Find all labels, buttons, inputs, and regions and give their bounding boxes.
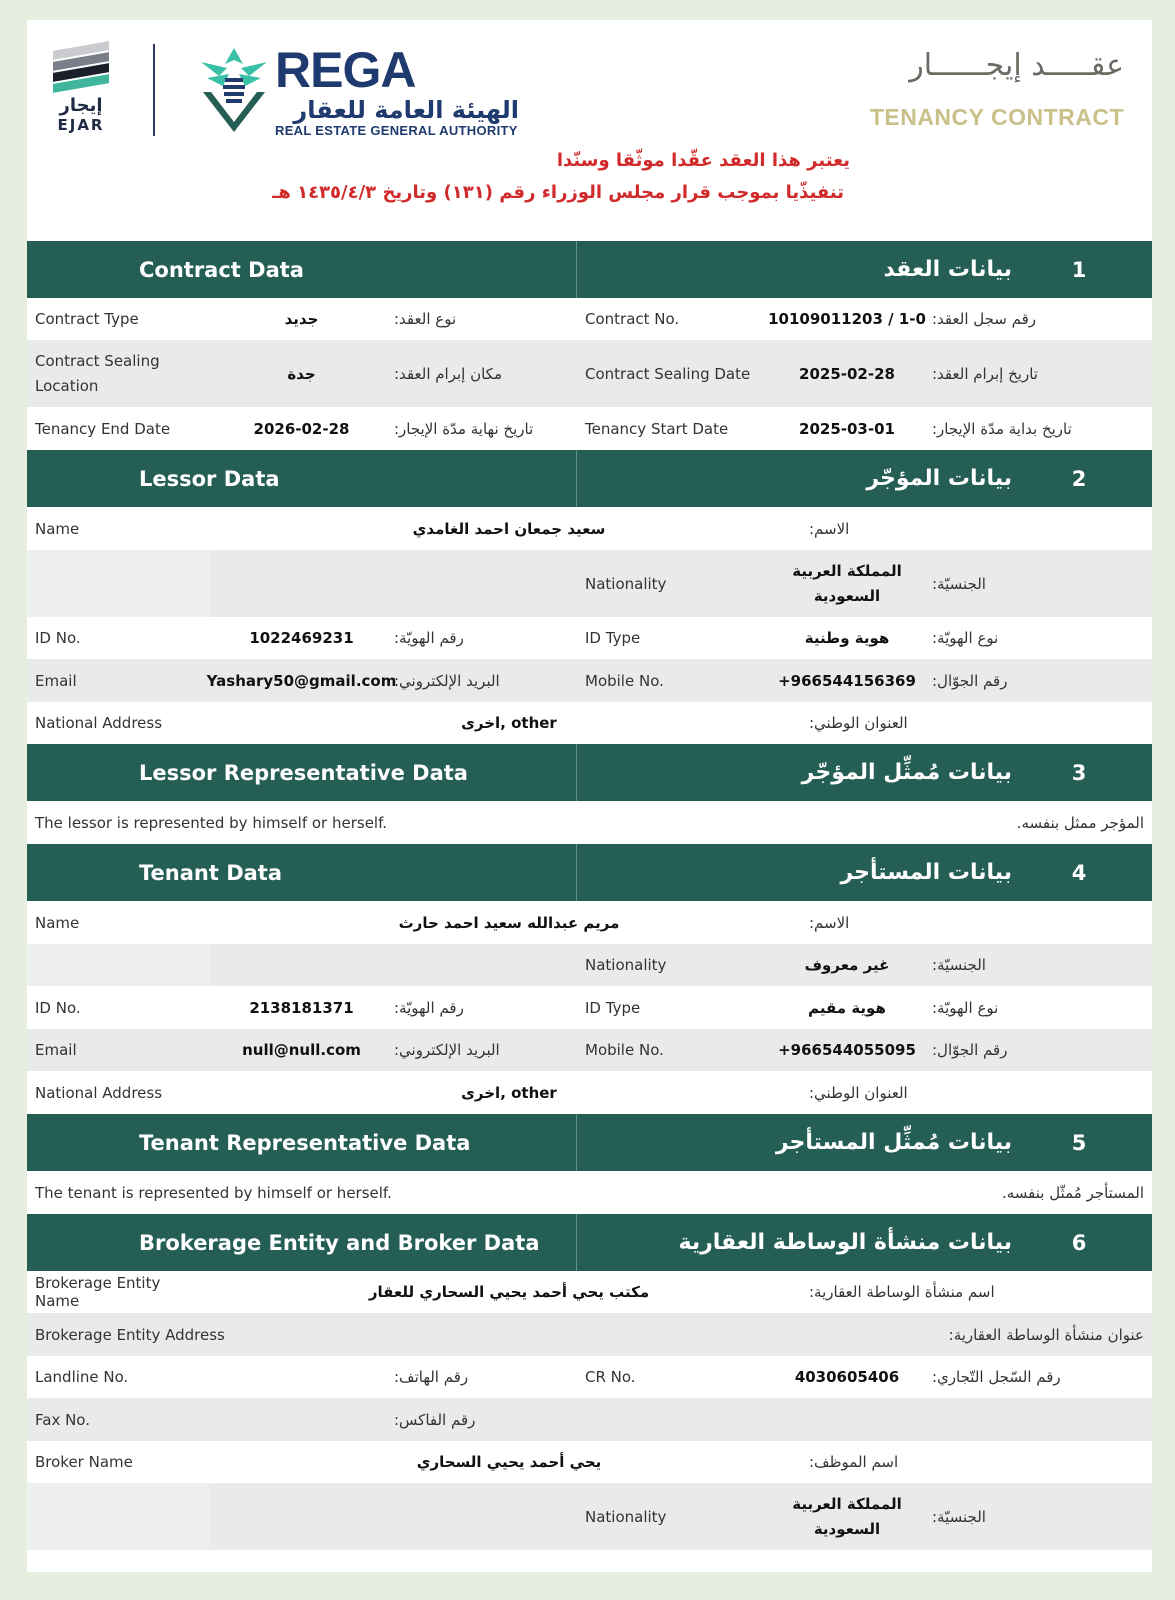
section-number: 6 [1071, 1230, 1087, 1255]
field-value: هوية مقيم [808, 998, 886, 1017]
section-header-lessor-representative [27, 744, 1152, 801]
section-title-english: Lessor Representative Data [27, 744, 577, 801]
field-label-en: Name [35, 519, 80, 538]
table-row [27, 340, 1152, 407]
logo-divider [153, 44, 155, 136]
table-row [27, 659, 1152, 702]
section-title-arabic: بيانات المستأجر [840, 860, 1012, 885]
field-value: 1022469231 [249, 629, 354, 647]
field-label-en: ID Type [585, 629, 641, 647]
section-title-english: Contract Data [27, 241, 577, 298]
field-label-en: Tenancy End Date [35, 419, 171, 438]
field-label-en: Nationality [585, 574, 667, 593]
section-title-english: Brokerage Entity and Broker Data [27, 1214, 577, 1271]
table-row [27, 901, 1152, 944]
field-value: Yashary50@gmail.com [206, 671, 397, 690]
field-label-en: Nationality [585, 956, 667, 974]
rega-emblem-icon [197, 44, 271, 136]
field-value: +966544055095 [778, 1041, 916, 1059]
field-label-en: Email [35, 1041, 77, 1059]
field-label-ar: رقم سجل العقد: [932, 310, 1037, 328]
field-label-ar: مكان إبرام العقد: [394, 364, 503, 383]
ejar-stripes-icon [49, 42, 113, 94]
rega-english-name: REAL ESTATE GENERAL AUTHORITY [275, 123, 518, 138]
section-header-contract-data [27, 241, 1152, 298]
table-row [27, 1356, 1152, 1398]
field-value-line: المملكة العربية [792, 561, 902, 580]
field-label-en [27, 340, 209, 407]
field-label-en: ID Type [585, 998, 641, 1017]
table-row [27, 1271, 1152, 1313]
field-value: هوية وطنية [804, 629, 890, 647]
field-label-ar: الاسم: [809, 913, 850, 932]
field-label-en: Mobile No. [585, 671, 664, 690]
section-title-arabic: بيانات العقد [883, 257, 1012, 282]
field-label-en: Mobile No. [585, 1041, 664, 1059]
field-label-en: Fax No. [35, 1410, 90, 1429]
field-label-ar: العنوان الوطني: [809, 1083, 908, 1102]
table-row [27, 1029, 1152, 1071]
field-label-ar: الجنسيّة: [932, 574, 986, 593]
field-value: يحي أحمد يحيي السحاري [416, 1453, 602, 1471]
field-value: مريم عبدالله سعيد احمد حارث [398, 913, 620, 932]
document-title-english: TENANCY CONTRACT [869, 104, 1124, 130]
field-value-line: السعودية [813, 586, 881, 605]
field-label-ar: تاريخ إبرام العقد: [932, 364, 1038, 383]
ejar-logo [49, 42, 113, 138]
table-row [27, 617, 1152, 659]
field-value: 2025-02-28 [799, 364, 895, 383]
field-label-ar: رقم الجوّال: [932, 1041, 1008, 1059]
field-label-en: Landline No. [35, 1368, 129, 1386]
table-row [27, 1441, 1152, 1483]
section-header-tenant-data [27, 844, 1152, 901]
field-value: 4030605406 [794, 1368, 900, 1386]
field-label-ar: البريد الإلكتروني: [394, 1041, 500, 1059]
field-value-line: السعودية [813, 1519, 881, 1538]
field-label-ar: رقم الهاتف: [394, 1368, 469, 1386]
ejar-english-wordmark: EJAR [57, 116, 105, 134]
section-title-arabic: بيانات مُمثِّل المؤجّر [801, 760, 1012, 785]
field-label-en: Tenancy Start Date [585, 419, 729, 438]
section-header-brokerage-data [27, 1214, 1152, 1271]
field-label-en: Contract No. [585, 310, 680, 328]
field-label-ar: العنوان الوطني: [809, 714, 908, 732]
field-label-en: ID No. [35, 629, 81, 647]
representation-note-ar: المؤجر ممثل بنفسه. [1016, 813, 1144, 832]
section-title-arabic: بيانات مُمثِّل المستأجر [775, 1130, 1012, 1155]
field-value: سعيد جمعان احمد الغامدي [412, 519, 606, 538]
representation-note-en: The lessor is represented by himself or herself. [35, 813, 388, 832]
field-label-ar: رقم الفاكس: [394, 1410, 476, 1429]
table-row [27, 801, 1152, 844]
field-value: +966544156369 [778, 671, 916, 690]
table-row [27, 1313, 1152, 1356]
field-value: غير معروف [804, 956, 890, 974]
section-number: 3 [1071, 760, 1087, 785]
field-label-ar: نوع الهويّة: [932, 629, 999, 647]
field-label-ar: تاريخ نهاية مدّة الإيجار: [394, 419, 534, 438]
contract-page [27, 20, 1152, 1572]
table-row [27, 702, 1152, 744]
section-number: 1 [1071, 257, 1087, 282]
field-value: 2025-03-01 [799, 419, 895, 438]
field-label-en: Name [35, 913, 80, 932]
section-title-arabic: بيانات منشأة الوساطة العقارية [678, 1230, 1012, 1255]
field-label-en-line: Contract Sealing [35, 351, 160, 370]
field-label-en: CR No. [585, 1368, 636, 1386]
field-value: 2138181371 [249, 998, 354, 1017]
section-number: 5 [1071, 1130, 1087, 1155]
field-label-ar: اسم الموظف: [809, 1453, 899, 1471]
field-label-ar: نوع الهويّة: [932, 998, 999, 1017]
table-row [27, 1483, 1152, 1550]
field-label-en: Brokerage Entity Address [35, 1325, 225, 1344]
field-value [762, 1483, 932, 1550]
field-label-en: Contract Sealing Date [585, 364, 751, 383]
field-label-ar: الجنسيّة: [932, 956, 986, 974]
section-header-tenant-representative [27, 1114, 1152, 1171]
field-label-ar: رقم الجوّال: [932, 671, 1008, 690]
table-row [27, 550, 1152, 617]
document-header [27, 20, 1152, 241]
section-title-english: Tenant Data [27, 844, 577, 901]
field-value: جديد [284, 310, 319, 328]
field-label-ar: اسم منشأة الوساطة العقارية: [809, 1283, 995, 1301]
table-row [27, 507, 1152, 550]
field-label-ar: عنوان منشأة الوساطة العقارية: [948, 1325, 1144, 1344]
rega-arabic-name: الهيئة العامة للعقار [293, 96, 519, 124]
field-label-en: National Address [35, 1083, 163, 1102]
field-label-en: Nationality [585, 1507, 667, 1526]
field-label-en: Contract Type [35, 310, 139, 328]
section-number: 4 [1071, 860, 1087, 885]
field-label-en: Broker Name [35, 1453, 133, 1471]
field-value: جدة [287, 364, 316, 383]
document-title-arabic: عقـــــد إيجــــــار [909, 48, 1124, 83]
field-label-ar: رقم الهويّة: [394, 629, 464, 647]
table-row [27, 1071, 1152, 1114]
field-label-ar: رقم السّجل التّجاري: [932, 1368, 1061, 1386]
legal-notice-line-2: تنفيذّيا بموجب قرار مجلس الوزراء رقم (١٣١) وتاريخ ١٤٣٥/٤/٣ هـ [272, 182, 844, 203]
field-value: 2026-02-28 [253, 419, 350, 438]
table-row [27, 1398, 1152, 1441]
field-label-en: Brokerage Entity Name [35, 1274, 161, 1310]
field-value: اخرى, other [461, 1083, 557, 1102]
field-label-ar: الاسم: [809, 519, 850, 538]
field-label-ar: رقم الهويّة: [394, 998, 464, 1017]
section-number: 2 [1071, 466, 1087, 491]
section-title-arabic: بيانات المؤجّر [866, 466, 1012, 491]
representation-note-ar: المستأجر مُمثّل بنفسه. [1001, 1183, 1144, 1202]
field-value [762, 550, 932, 617]
table-row [27, 298, 1152, 340]
field-label-en-line: Location [35, 376, 99, 395]
field-label-en: Email [35, 671, 77, 690]
field-label-ar: نوع العقد: [394, 310, 457, 328]
field-label-ar: تاريخ بداية مدّة الإيجار: [932, 419, 1072, 438]
field-value: اخرى, other [461, 714, 557, 732]
field-value: 10109011203 / 1-0 [768, 310, 926, 328]
table-row [27, 1171, 1152, 1214]
legal-notice-line-1: يعتبر هذا العقد عقّدا موثّقا وسنّدا [556, 150, 850, 171]
field-label-en: ID No. [35, 998, 81, 1017]
field-value-line: المملكة العربية [792, 1494, 902, 1513]
field-value: مكتب يحي أحمد يحيي السحاري للعقار [368, 1283, 650, 1301]
table-row [27, 407, 1152, 450]
field-label-ar: الجنسيّة: [932, 1507, 986, 1526]
section-title-english: Tenant Representative Data [27, 1114, 577, 1171]
field-value: null@null.com [242, 1041, 361, 1059]
section-header-lessor-data [27, 450, 1152, 507]
table-row [27, 986, 1152, 1029]
representation-note-en: The tenant is represented by himself or herself. [35, 1183, 392, 1202]
ejar-arabic-wordmark: إيجار [59, 95, 103, 116]
rega-wordmark: REGA [275, 42, 416, 98]
table-row [27, 944, 1152, 986]
section-title-english: Lessor Data [27, 450, 577, 507]
field-label-ar: البريد الإلكتروني: [394, 671, 500, 690]
field-label-en: National Address [35, 714, 163, 732]
